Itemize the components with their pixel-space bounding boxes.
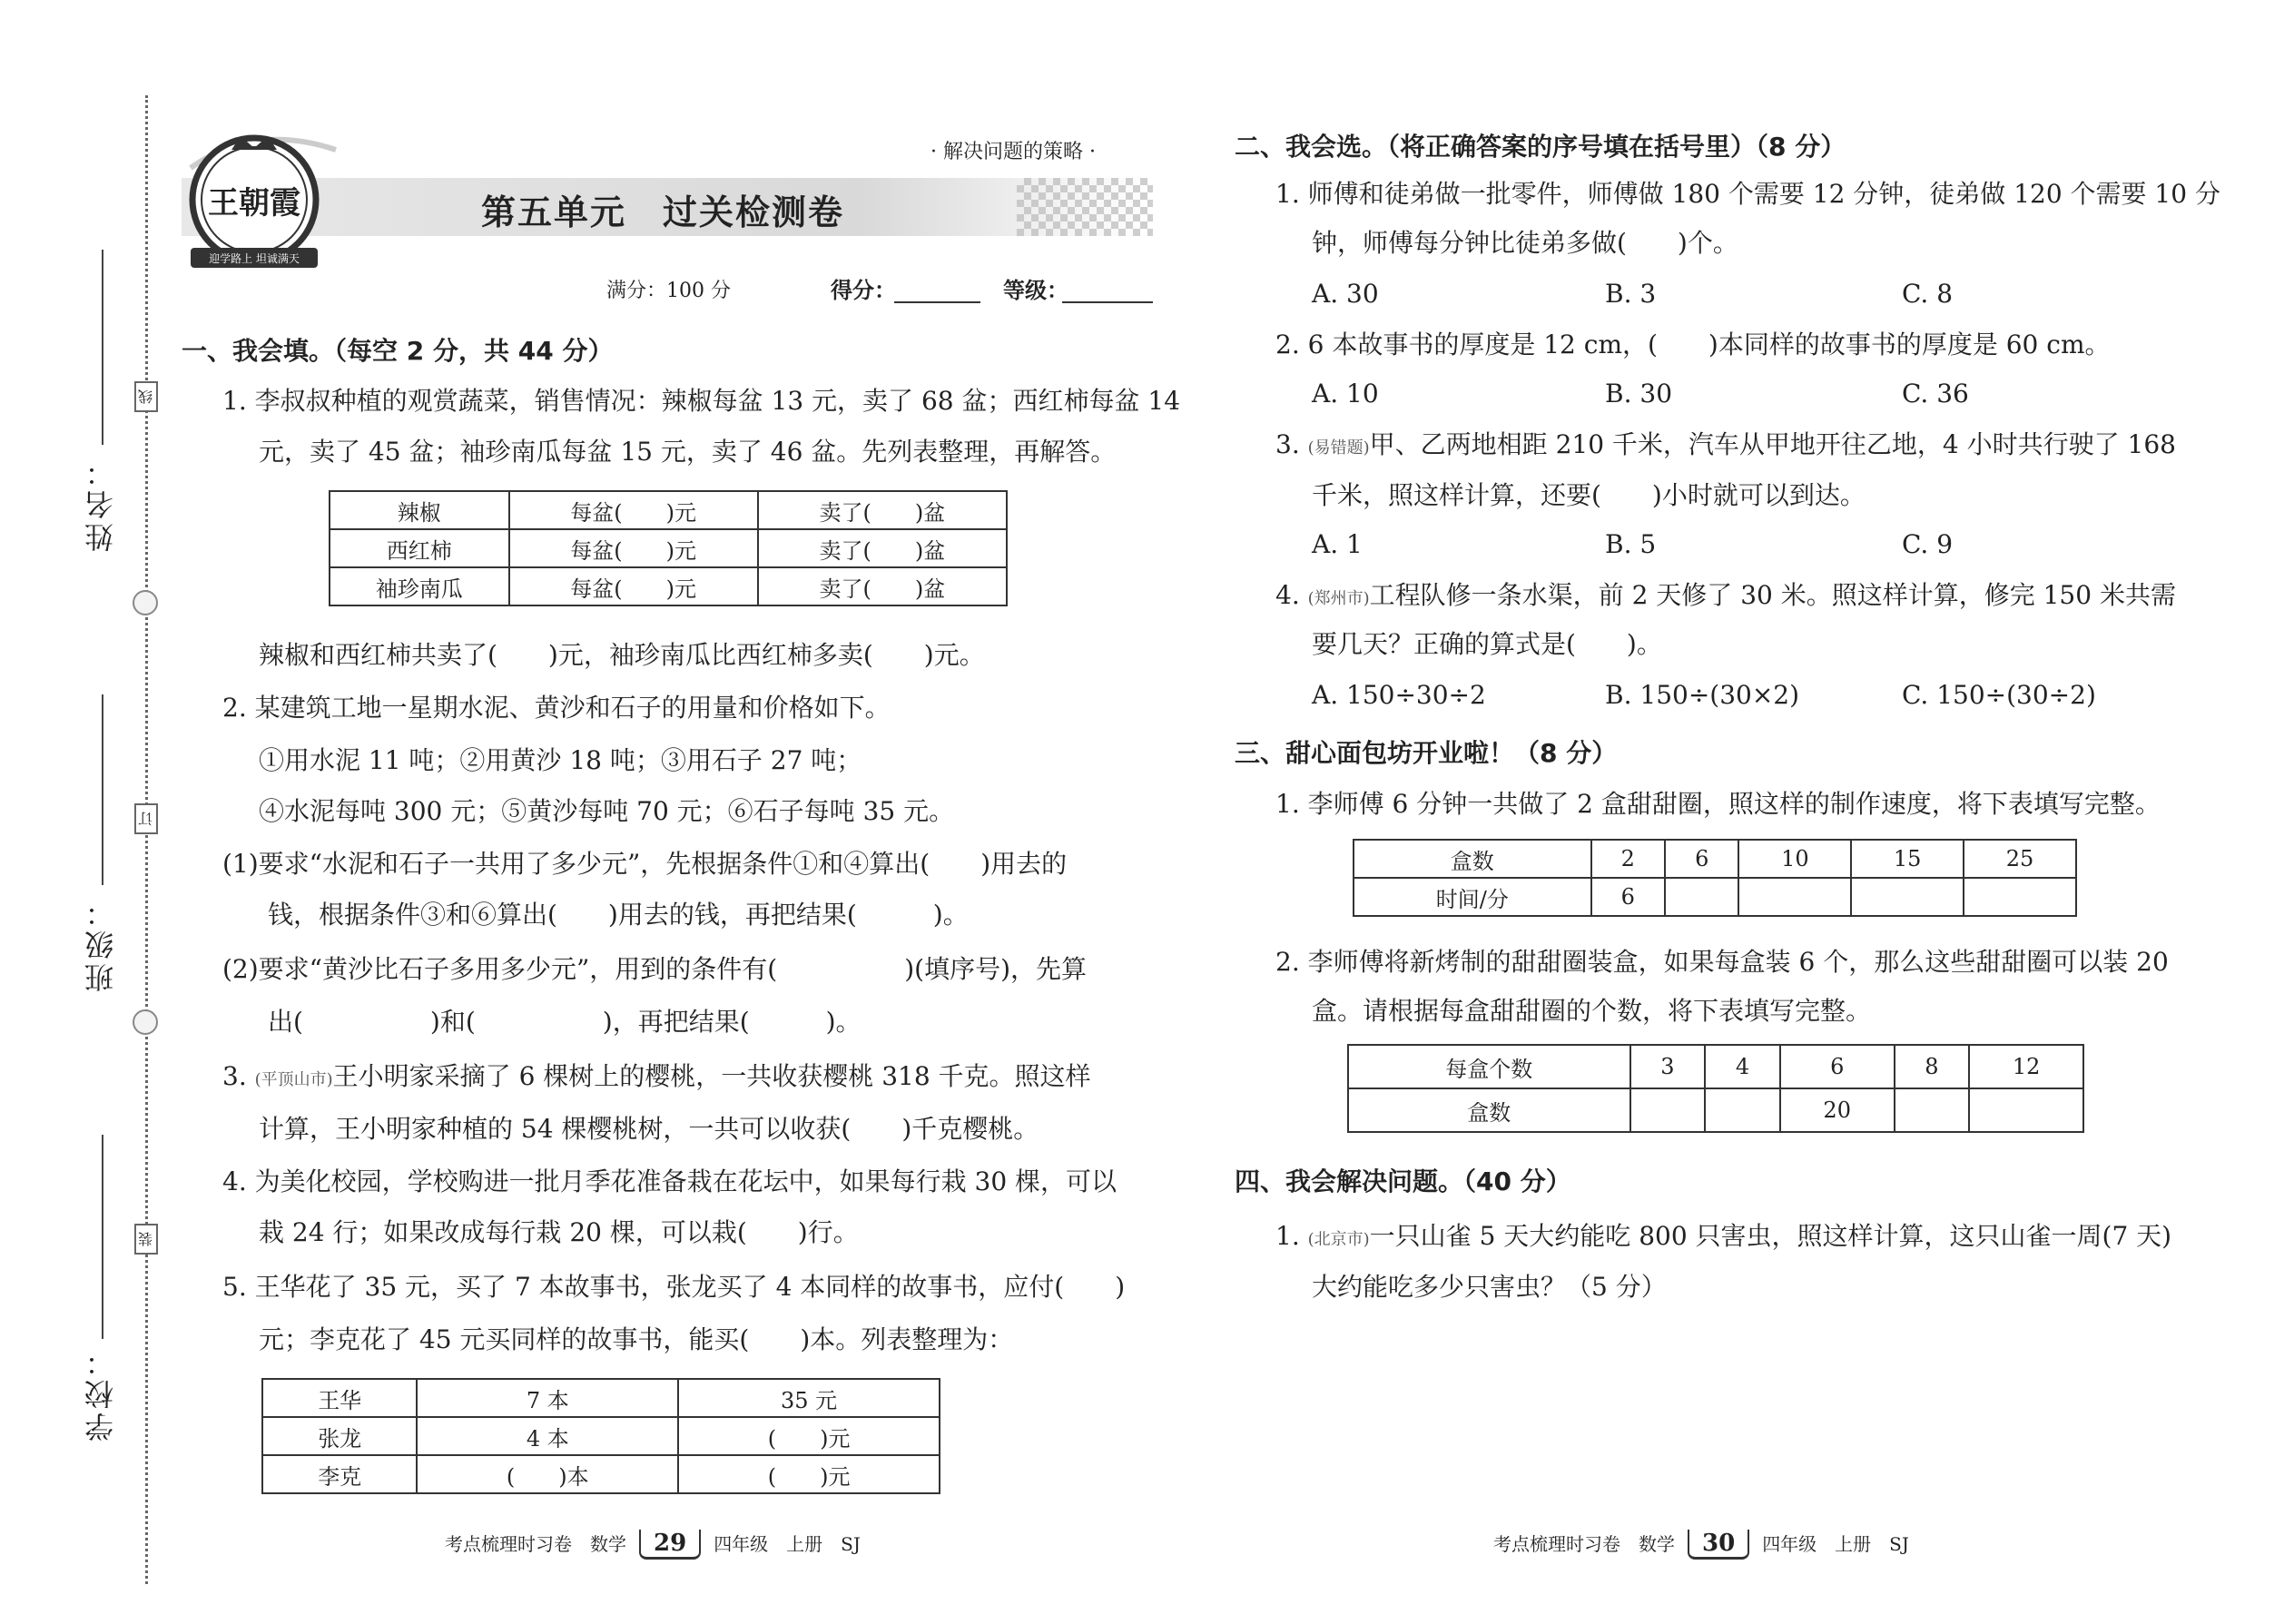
row-header-cell: 西红柿 xyxy=(330,529,509,567)
vegetable-table xyxy=(329,490,1008,606)
cut-line xyxy=(145,95,148,1584)
table-cell[interactable] xyxy=(1738,878,1851,916)
s1-q2-line2: ①用水泥 11 吨；②用黄沙 18 吨；③用石子 27 吨； xyxy=(259,745,862,775)
s2-q3-option-c[interactable]: C. 9 xyxy=(1902,529,1954,559)
region-tag: (易错题) xyxy=(1307,438,1370,458)
section4-title: 四、我会解决问题。（40 分） xyxy=(1235,1166,1571,1196)
table-cell: 卖了( )盆 xyxy=(758,529,1007,567)
table-cell[interactable] xyxy=(1851,878,1964,916)
s2-q1-option-c[interactable]: C. 8 xyxy=(1902,279,1954,309)
s1-q2-line1: 2. 某建筑工地一星期水泥、黄沙和石子的用量和价格如下。 xyxy=(222,693,891,723)
table-cell: 6 xyxy=(1591,878,1665,916)
table-row xyxy=(262,1379,940,1417)
table-cell: 35 元 xyxy=(678,1379,940,1417)
s1-q2-line5: 钱，根据条件③和⑥算出( )用去的钱，再把结果( )。 xyxy=(268,900,969,930)
footer-left: 考点梳理时习卷 数学 29 四年级 上册 SJ xyxy=(445,1530,861,1560)
table-row xyxy=(262,1417,940,1455)
brand-logo-icon xyxy=(163,113,345,286)
table-cell: 每盆( )元 xyxy=(509,491,758,529)
table-cell: 每盆( )元 xyxy=(509,567,758,605)
s2-q4-line2: 要几天？正确的算式是( )。 xyxy=(1312,629,1662,659)
table-cell[interactable] xyxy=(1895,1088,1970,1132)
region-tag: (郑州市) xyxy=(1307,589,1370,608)
s1-q5-line1: 5. 王华花了 35 元，买了 7 本故事书，张龙买了 4 本同样的故事书，应付( ) xyxy=(222,1272,1126,1302)
table-cell: 7 本 xyxy=(417,1379,678,1417)
s1-q3-line2: 计算，王小明家种植的 54 棵樱桃树，一共可以收获( )千克樱桃。 xyxy=(259,1114,1039,1144)
row-header-cell: 盒数 xyxy=(1354,840,1591,878)
table-cell: 20 xyxy=(1780,1088,1895,1132)
table-cell: 2 xyxy=(1591,840,1665,878)
table-cell: 6 xyxy=(1665,840,1738,878)
book-table xyxy=(261,1378,940,1494)
table-row xyxy=(1348,1088,2083,1132)
table-cell: 8 xyxy=(1895,1045,1970,1088)
table-cell[interactable] xyxy=(1665,878,1738,916)
school-line xyxy=(102,1135,103,1339)
s2-q1-line2: 钟，师傅每分钟比徒弟多做( )个。 xyxy=(1312,228,1738,258)
table-cell[interactable] xyxy=(1964,878,2076,916)
table-cell[interactable] xyxy=(1705,1088,1780,1132)
s1-q1-line2: 元，卖了 45 盆；袖珍南瓜每盆 15 元，卖了 46 盆。先列表整理，再解答。 xyxy=(259,437,1117,467)
row-header-cell: 李克 xyxy=(262,1455,417,1493)
s2-q3-line2: 千米，照这样计算，还要( )小时就可以到达。 xyxy=(1312,480,1866,510)
s1-q1-line1: 1. 李叔叔种植的观赏蔬菜，销售情况：辣椒每盆 13 元，卖了 68 盆；西红柿每盆 14 xyxy=(222,386,1181,416)
row-header-cell: 王华 xyxy=(262,1379,417,1417)
s2-q2-option-a[interactable]: A. 10 xyxy=(1312,379,1379,408)
region-tag: (平顶山市) xyxy=(254,1070,333,1089)
s1-q3-line1: 3. (平顶山市)王小明家采摘了 6 棵树上的樱桃，一共收获樱桃 318 千克。照这样 xyxy=(222,1061,1091,1091)
region-tag: (北京市) xyxy=(1307,1230,1370,1249)
table-cell[interactable] xyxy=(1630,1088,1706,1132)
section3-title: 三、甜心面包坊开业啦！（8 分） xyxy=(1235,738,1618,768)
section1-title: 一、我会填。（每空 2 分，共 44 分） xyxy=(182,336,614,366)
s2-q2-option-b[interactable]: B. 30 xyxy=(1605,379,1673,408)
punch-hole-icon xyxy=(133,590,158,615)
s2-q4-line1: 4. (郑州市)工程队修一条水渠，前 2 天修了 30 米。照这样计算，修完 150 米共需 xyxy=(1275,580,2176,610)
s1-q2-line6: (2)要求“黄沙比石子多用多少元”，用到的条件有( )(填序号)，先算 xyxy=(222,954,1087,984)
table-cell: 15 xyxy=(1851,840,1964,878)
page-number: 29 xyxy=(639,1530,701,1560)
seal-mount-box: 装 xyxy=(134,1224,158,1255)
topic-label: · 解决问题的策略 · xyxy=(930,141,1096,163)
grade-blank[interactable] xyxy=(1062,301,1153,303)
table-row xyxy=(262,1455,940,1493)
table-cell: 10 xyxy=(1738,840,1851,878)
s4-q1-line2: 大约能吃多少只害虫？（5 分） xyxy=(1312,1272,1667,1302)
table-cell[interactable] xyxy=(1969,1088,2083,1132)
s2-q4-option-b[interactable]: B. 150÷(30×2) xyxy=(1605,680,1800,710)
table-row xyxy=(330,529,1007,567)
s1-q2-line7: 出( )和( )，再把结果( )。 xyxy=(268,1007,861,1037)
name-label: 姓名： xyxy=(84,454,118,552)
class-label: 班级： xyxy=(84,894,118,992)
row-header-cell: 每盒个数 xyxy=(1348,1045,1630,1088)
table-cell: ( )元 xyxy=(678,1417,940,1455)
s3-q2-line2: 盒。请根据每盒甜甜圈的个数，将下表填写完整。 xyxy=(1312,996,1872,1026)
footer-right: 考点梳理时习卷 数学 30 四年级 上册 SJ xyxy=(1493,1530,1909,1560)
s2-q3-option-a[interactable]: A. 1 xyxy=(1312,529,1363,559)
table-cell: 每盆( )元 xyxy=(509,529,758,567)
logo-ribbon-text: 迎学路上 坦诚满天 xyxy=(209,252,300,265)
table-cell: 6 xyxy=(1780,1045,1895,1088)
table-row xyxy=(1354,878,2076,916)
s2-q2-line1: 2. 6 本故事书的厚度是 12 cm，( )本同样的故事书的厚度是 60 cm。 xyxy=(1275,330,2111,359)
s1-q2-line4: (1)要求“水泥和石子一共用了多少元”，先根据条件①和④算出( )用去的 xyxy=(222,849,1068,879)
table-cell: 12 xyxy=(1969,1045,2083,1088)
table-row xyxy=(330,567,1007,605)
s1-q1-line3: 辣椒和西红柿共卖了( )元，袖珍南瓜比西红柿多卖( )元。 xyxy=(259,640,985,670)
s3-q1-line1: 1. 李师傅 6 分钟一共做了 2 盒甜甜圈，照这样的制作速度，将下表填写完整。 xyxy=(1275,789,2161,819)
table-cell: 卖了( )盆 xyxy=(758,567,1007,605)
s2-q3-line1: 3. (易错题)甲、乙两地相距 210 千米，汽车从甲地开往乙地，4 小时共行驶了 168 xyxy=(1275,429,2176,459)
s2-q2-option-c[interactable]: C. 36 xyxy=(1902,379,1969,408)
table-cell: 4 xyxy=(1705,1045,1780,1088)
grade-label: 等级： xyxy=(1003,277,1068,303)
table-cell: 25 xyxy=(1964,840,2076,878)
s3-q2-line1: 2. 李师傅将新烤制的甜甜圈装盒，如果每盒装 6 个，那么这些甜甜圈可以装 20 xyxy=(1275,947,2169,977)
section2-title: 二、我会选。（将正确答案的序号填在括号里）（8 分） xyxy=(1235,132,1846,162)
s2-q1-option-b[interactable]: B. 3 xyxy=(1605,279,1657,309)
punch-hole-icon xyxy=(133,1009,158,1035)
table-row xyxy=(330,491,1007,529)
page-number: 30 xyxy=(1688,1530,1749,1560)
table-cell: ( )本 xyxy=(417,1455,678,1493)
row-header-cell: 盒数 xyxy=(1348,1088,1630,1132)
full-score: 满分：100 分 xyxy=(606,280,731,302)
box-table xyxy=(1347,1044,2084,1133)
class-line xyxy=(102,694,103,885)
seal-line-box: 线 xyxy=(134,381,158,412)
table-row xyxy=(1354,840,2076,878)
table-cell: ( )元 xyxy=(678,1455,940,1493)
s1-q4-line2: 栽 24 行；如果改成每行栽 20 棵，可以栽( )行。 xyxy=(259,1217,859,1247)
seal-bind-box: 订 xyxy=(134,803,158,834)
name-line xyxy=(102,250,103,445)
s2-q3-option-b[interactable]: B. 5 xyxy=(1605,529,1657,559)
s1-q4-line1: 4. 为美化校园，学校购进一批月季花准备栽在花坛中，如果每行栽 30 棵，可以 xyxy=(222,1166,1117,1196)
checker-pattern xyxy=(1017,178,1153,236)
s2-q1-line1: 1. 师傅和徒弟做一批零件，师傅做 180 个需要 12 分钟，徒弟做 120 个需要 10 分 xyxy=(1275,179,2220,209)
table-cell: 卖了( )盆 xyxy=(758,491,1007,529)
s1-q5-line2: 元；李克花了 45 元买同样的故事书，能买( )本。列表整理为： xyxy=(259,1324,1014,1354)
logo-brand-text: 王朝霞 xyxy=(208,185,300,221)
row-header-cell: 张龙 xyxy=(262,1417,417,1455)
table-row xyxy=(1348,1045,2083,1088)
s2-q1-option-a[interactable]: A. 30 xyxy=(1312,279,1379,309)
score-label: 得分： xyxy=(831,277,896,303)
row-header-cell: 辣椒 xyxy=(330,491,509,529)
row-header-cell: 时间/分 xyxy=(1354,878,1591,916)
table-cell: 3 xyxy=(1630,1045,1706,1088)
table-cell: 4 本 xyxy=(417,1417,678,1455)
s2-q4-option-a[interactable]: A. 150÷30÷2 xyxy=(1312,680,1486,710)
score-blank[interactable] xyxy=(894,301,980,303)
s1-q2-line3: ④水泥每吨 300 元；⑤黄沙每吨 70 元；⑥石子每吨 35 元。 xyxy=(259,796,955,826)
page-title: 第五单元 过关检测卷 xyxy=(481,192,845,232)
school-label: 学校： xyxy=(84,1343,118,1442)
time-table xyxy=(1353,839,2077,917)
s4-q1-line1: 1. (北京市)一只山雀 5 天大约能吃 800 只害虫，照这样计算，这只山雀一周(7 天) xyxy=(1275,1221,2172,1251)
row-header-cell: 袖珍南瓜 xyxy=(330,567,509,605)
s2-q4-option-c[interactable]: C. 150÷(30÷2) xyxy=(1902,680,2096,710)
